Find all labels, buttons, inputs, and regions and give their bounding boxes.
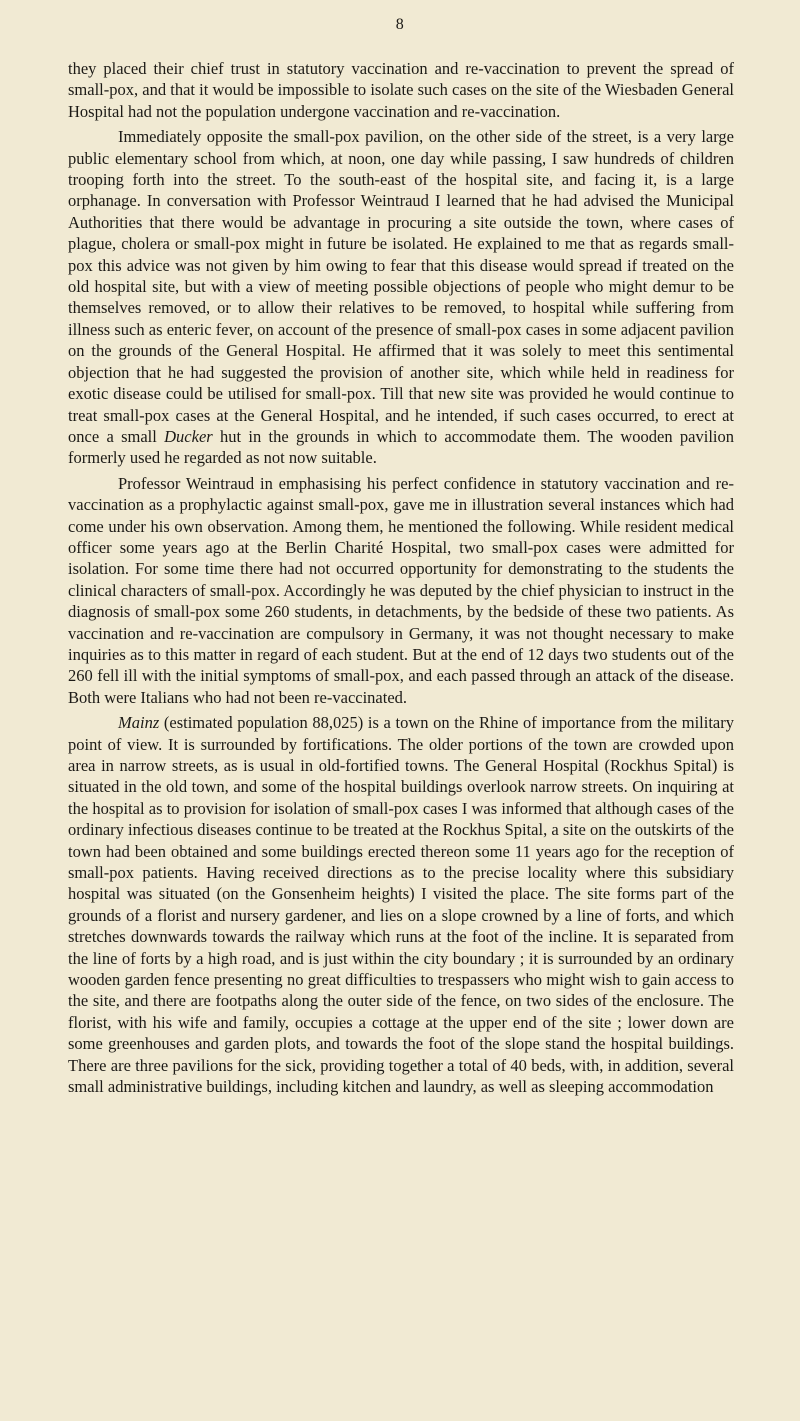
paragraph-4 [68,712,734,1097]
paragraph-3: Professor Weintraud in emphasising his perfect confidence in statutory vaccination and re-vaccination as a prophylactic against small-pox, gave me in illustration several instances which had come under his own observation. Among them, he mentioned the following. While resident medical officer some years ago at the Berlin Charité Hospital, two small-pox cases were admitted for isolation. For some time there had not occurred opportunity for demonstrating to the students the clinical characters of small-pox. Accordingly he was deputed by the chief physician to instruct in the diagnosis of small-pox some 260 students, in detachments, by the bedside of these two patients. As vaccination and re-vaccination are compulsory in Germany, it was not thought necessary to make inquiries as to this matter in regard of each student. But at the end of 12 days two students out of the 260 fell ill with the initial symptoms of small-pox, and each passed through an attack of the disease. Both were Italians who had not been re-vaccinated. [68,473,734,707]
page-number: 8 [395,16,405,33]
paragraph-1: they placed their chief trust in statutory vaccination and re-vaccination to prevent the spread of small-pox, and that it would be impossible to isolate such cases on the site of the Wiesbaden General Hospital had not the population undergone vaccination and re-vaccination. [68,59,734,121]
paragraph-4-text: (estimated population 88,025) is a town on the Rhine of importance from the military point of view. It is surrounded by fortifications. The older portions of the town are crowded upon area in narrow streets, as is usual in old-fortified towns. The General Hospital (Rockhus Spital) is situated in the old town, and some of the hospital buildings overlook narrow streets. On inquiring at the hospital as to provision for isolation of small-pox cases I was informed that although cases of the ordinary infectious diseases continue to be treated at the Rockhus Spital, a site on the outskirts of the town had been obtained and some buildings erected thereon some 11 years ago for the reception of small-pox patients. Having received directions as to the precise locality where this subsidiary hospital was situated (on the Gonsenheim heights) I visited the place. The site forms part of the grounds of a florist and nursery gardener, and lies on a slope crowned by a line of forts, and which stretches downwards towards the railway which runs at the foot of the incline. It is separated from the line of forts by a high road, and is just within the city boundary ; it is surrounded by an ordinary wooden garden fence presenting no great difficulties to trespassers who might wish to gain access to the site, and there are footpaths along the outer side of the fence, on two sides of the enclosure. The florist, with his wife and family, occupies a cottage at the upper end of the site ; lower down are some greenhouses and garden plots, and towards the foot of the slope stand the hospital buildings. There are three pavilions for the sick, providing together a total of 40 beds, with, in addition, several small administrative buildings, including kitchen and laundry, as well as sleeping accommodation [68,713,734,1097]
paragraph-4-italic-lead: Mainz [118,713,160,733]
body-text [68,58,734,1102]
paragraph-2-text-after: hut in the grounds in which to accommodate them. The wooden pavilion formerly used he regarded as not now suitable. [68,426,735,468]
paragraph-2-italic-term: Ducker [164,426,213,446]
paragraph-2-text: Immediately opposite the small-pox pavilion, on the other side of the street, is a very large public elementary school from which, at noon, one day while passing, I saw hundreds of children trooping forth into the street. To the south-east of the hospital site, and facing it, is a large orphanage. In conversation with Professor Weintraud I learned that he had advised the Municipal Authorities that there would be advantage in procuring a site outside the town, where cases of plague, cholera or small-pox might in future be isolated. He explained to me that as regards small-pox this advice was not given by him owing to fear that this disease would spread if treated on the old hospital site, but with a view of meeting possible objections of people who might demur to be themselves removed, or to allow their relatives to be removed, to hospital while suffering from illness such as enteric fever, on account of the presence of small-pox cases in some adjacent pavilion on the grounds of the General Hospital. He affirmed that it was solely to meet this sentimental objection that he had suggested the provision of another site, which while held in readiness for exotic disease could be utilised for small-pox. Till that new site was provided he would continue to treat small-pox cases at the General Hospital, and he intended, if such cases occurred, to erect at once a small [68,127,734,446]
paragraph-2 [68,126,734,469]
